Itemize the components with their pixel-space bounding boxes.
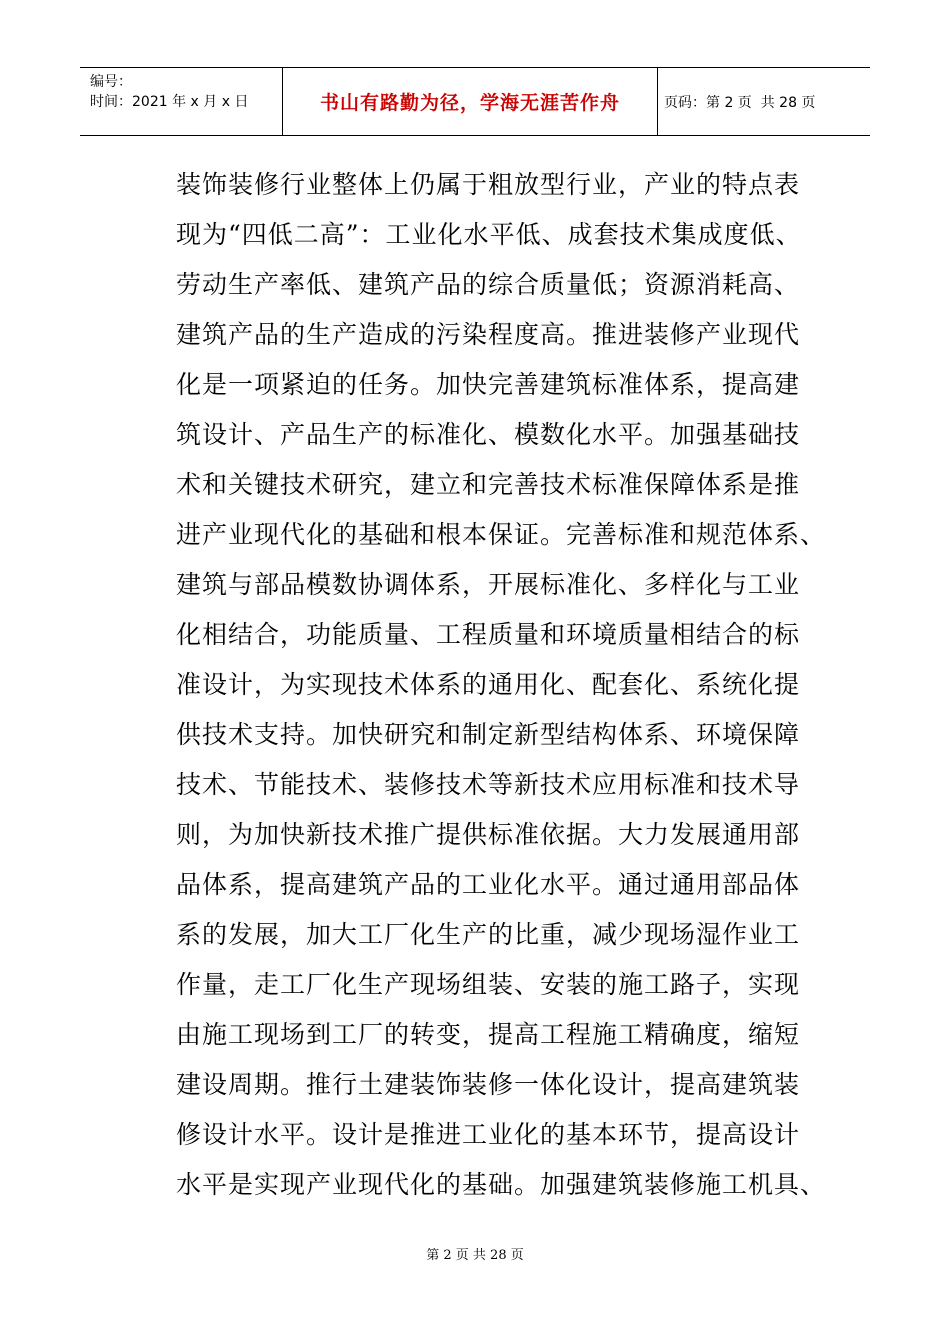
document-number-label: 编号：	[90, 74, 132, 90]
body-text	[176, 160, 826, 1210]
body-line: 化是一项紧迫的任务。加快完善建筑标准体系，提高建	[176, 370, 801, 399]
body-line: 供技术支持。加快研究和制定新型结构体系、环境保障	[176, 720, 801, 749]
page-footer	[0, 1244, 950, 1263]
footer-page-number: 第 2 页 共 28 页	[426, 1248, 524, 1263]
header-motto: 书山有路勤为径，学海无涯苦作舟	[319, 92, 620, 114]
body-line: 建筑产品的生产造成的污染程度高。推进装修产业现代	[176, 320, 801, 349]
body-line: 术和关键技术研究，建立和完善技术标准保障体系是推	[176, 470, 801, 499]
body-line: 技术、节能技术、装修技术等新技术应用标准和技术导	[176, 770, 801, 799]
body-line: 品体系，提高建筑产品的工业化水平。通过通用部品体	[176, 870, 801, 899]
header-motto-cell	[283, 68, 658, 135]
header-page-label: 页码：第 2 页 共 28 页	[664, 94, 816, 111]
body-line: 劳动生产率低、建筑产品的综合质量低；资源消耗高、	[176, 270, 801, 299]
body-line: 进产业现代化的基础和根本保证。完善标准和规范体系、	[176, 520, 827, 549]
body-line: 现为“四低二高”：工业化水平低、成套技术集成度低、	[176, 220, 802, 249]
body-line: 水平是实现产业现代化的基础。加强建筑装修施工机具、	[176, 1170, 827, 1199]
body-line: 装饰装修行业整体上仍属于粗放型行业，产业的特点表	[176, 170, 801, 199]
header-meta-cell	[80, 68, 283, 135]
body-line: 系的发展，加大工厂化生产的比重，减少现场湿作业工	[176, 920, 801, 949]
body-line: 由施工现场到工厂的转变，提高工程施工精确度，缩短	[176, 1020, 801, 1049]
body-line: 修设计水平。设计是推进工业化的基本环节，提高设计	[176, 1120, 801, 1149]
document-time-label: 时间：2021 年 x 月 x 日	[90, 94, 249, 110]
header-page-cell	[658, 68, 870, 135]
body-line: 建设周期。推行土建装饰装修一体化设计，提高建筑装	[176, 1070, 801, 1099]
body-line: 准设计，为实现技术体系的通用化、配套化、系统化提	[176, 670, 801, 699]
body-line: 筑设计、产品生产的标准化、模数化水平。加强基础技	[176, 420, 801, 449]
document-header	[80, 67, 870, 136]
body-line: 作量，走工厂化生产现场组装、安装的施工路子，实现	[176, 970, 801, 999]
body-line: 化相结合，功能质量、工程质量和环境质量相结合的标	[176, 620, 801, 649]
body-line: 则，为加快新技术推广提供标准依据。大力发展通用部	[176, 820, 801, 849]
body-line: 建筑与部品模数协调体系，开展标准化、多样化与工业	[176, 570, 801, 599]
